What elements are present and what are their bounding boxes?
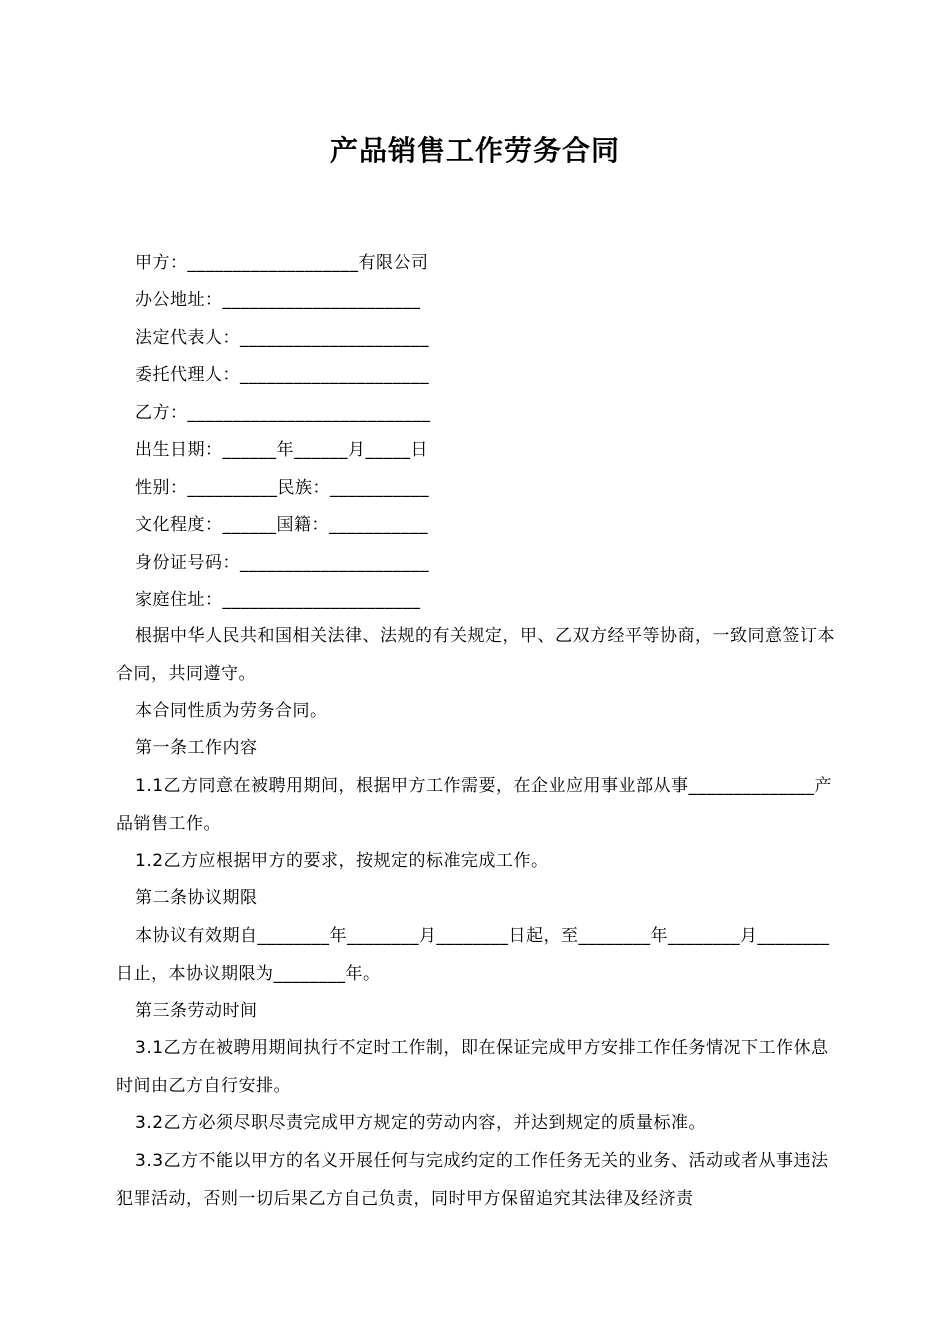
clause-1-2: 1.2乙方应根据甲方的要求，按规定的标准完成工作。 (135, 851, 549, 871)
id-number-line: 身份证号码：_____________________ (135, 553, 429, 573)
article-3-heading: 第三条劳动时间 (135, 1001, 258, 1021)
office-address-line: 办公地址：______________________ (135, 290, 421, 310)
preamble-paragraph: 根据中华人民共和国相关法律、法规的有关规定，甲、乙双方经平等协商，一致同意签订本合同，共同遵守。 (116, 626, 835, 684)
birth-date-line: 出生日期：______年______月_____日 (135, 440, 428, 460)
education-nationality-line: 文化程度：______国籍：___________ (135, 515, 428, 535)
home-address-line: 家庭住址：______________________ (135, 590, 421, 610)
gender-ethnicity-line: 性别：__________民族：___________ (135, 478, 429, 498)
document-title: 产品销售工作劳务合同 (329, 134, 620, 167)
authorized-agent-line: 委托代理人：_____________________ (135, 365, 429, 385)
clause-3-2: 3.2乙方必须尽职尽责完成甲方规定的劳动内容，并达到规定的质量标准。 (135, 1113, 707, 1133)
party-b-line: 乙方：___________________________ (135, 403, 431, 423)
clause-3-3: 3.3乙方不能以甲方的名义开展任何与完成约定的工作任务无关的业务、活动或者从事违法犯罪活动，否则一切后果乙方自己负责，同时甲方保留追究其法律及经济责 (116, 1151, 829, 1209)
legal-representative-line: 法定代表人：_____________________ (135, 328, 429, 348)
party-a-line: 甲方：___________________有限公司 (135, 253, 429, 273)
clause-3-1: 3.1乙方在被聘用期间执行不定时工作制，即在保证完成甲方安排工作任务情况下工作休息时间由乙方自行安排。 (116, 1038, 829, 1096)
clause-1-1: 1.1乙方同意在被聘用期间，根据甲方工作需要，在企业应用事业部从事______________产品销售工作。 (116, 776, 833, 834)
agreement-term-paragraph: 本协议有效期自________年________月________日起，至________年________月________日止，本协议期限为________年。 (116, 926, 830, 984)
article-1-heading: 第一条工作内容 (135, 738, 258, 758)
contract-nature-paragraph: 本合同性质为劳务合同。 (135, 701, 328, 721)
article-2-heading: 第二条协议期限 (135, 888, 258, 908)
